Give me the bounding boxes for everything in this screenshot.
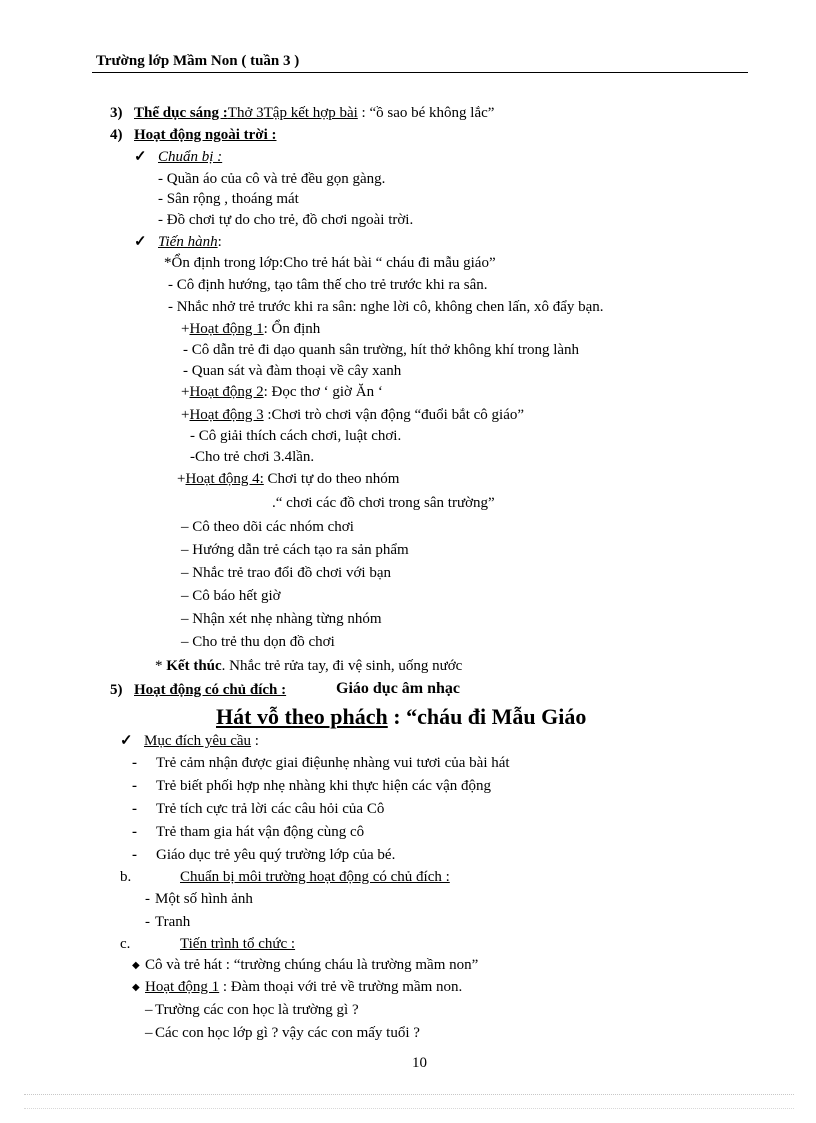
section-5-label: Hoạt động có chủ đích : (134, 682, 287, 698)
prep-label: Chuẩn bị : (158, 149, 223, 165)
section-3-number: 3) (110, 105, 123, 121)
activity-3-line: -Cho trẻ chơi 3.4lần. (190, 449, 315, 465)
proc-check-icon: ✓ (134, 234, 147, 250)
prep-item: - Sân rộng , thoáng mát (158, 191, 299, 207)
activity-4-list-item: – Nhắc trẻ trao đổi đồ chơi với bạn (181, 565, 391, 581)
activity-3-text: :Chơi trò chơi vận động “đuổi bắt cô giáo” (263, 407, 525, 423)
activity-3-line: - Cô giải thích cách chơi, luật chơi. (190, 428, 402, 444)
activity-3-label: Hoạt động 3 (189, 407, 264, 423)
section-4-number: 4) (110, 127, 123, 143)
section-5-subject: Giáo dục âm nhạc (336, 680, 461, 697)
activity-4-list-item: – Hướng dẫn trẻ cách tạo ra sản phẩm (181, 542, 409, 558)
plus-mark: + (177, 471, 186, 487)
page-number: 10 (412, 1055, 427, 1071)
section-b-letter: b. (120, 869, 132, 885)
process-activity-1 (145, 978, 462, 996)
plus-mark: + (181, 384, 190, 400)
proc-dash-1: - Cô định hướng, tạo tâm thế cho trẻ trước khi ra sân. (168, 277, 488, 293)
activity-4-list-item: – Cô báo hết giờ (181, 588, 281, 604)
activity-1-heading (181, 320, 320, 338)
activity-4-quote: .“ chơi các đồ chơi trong sân trường” (272, 495, 495, 511)
section-b-label: Chuẩn bị môi trường hoạt động có chủ đích : (180, 869, 450, 885)
activity-4-list-item: – Cô theo dõi các nhóm chơi (181, 519, 354, 535)
section-5-number: 5) (110, 682, 123, 698)
prep-material: Tranh (155, 914, 191, 930)
section-4-label: Hoạt động ngoài trời : (134, 127, 277, 143)
activity-4-list-item: – Nhận xét nhẹ nhàng từng nhóm (181, 611, 382, 627)
lesson-title (216, 704, 586, 730)
end-text: . Nhắc trẻ rửa tay, đi vệ sinh, uống nước (221, 658, 463, 674)
activity-2-heading (181, 383, 383, 401)
header-rule (92, 72, 748, 73)
question: Các con học lớp gì ? vậy các con mấy tuổi ? (155, 1025, 420, 1041)
section-3-label: Thể dục sáng : (134, 105, 228, 121)
prep-material-dash: - (145, 891, 150, 907)
activity-1-text: : Ổn định (263, 321, 321, 337)
prep-material: Một số hình ảnh (155, 891, 253, 907)
activity-4-heading (177, 470, 399, 488)
goal-dash: - (132, 755, 137, 771)
proc-dash-2: - Nhắc nhở trẻ trước khi ra sân: nghe lời cô, không chen lấn, xô đẩy bạn. (168, 299, 604, 315)
activity-1-label: Hoạt động 1 (189, 321, 264, 337)
footer-dotted-rule (24, 1094, 794, 1095)
proc-label: Tiến hành (158, 234, 218, 250)
goal-dash: - (132, 801, 137, 817)
end-label: Kết thúc (162, 658, 222, 674)
activity-4-label: Hoạt động 4: (185, 471, 264, 487)
lesson-title-main: Hát vỗ theo phách (216, 704, 388, 729)
goals-check-icon: ✓ (120, 733, 133, 749)
lesson-title-rest: : “cháu đi Mẫu Giáo (387, 704, 587, 729)
section-3-line (134, 104, 494, 122)
prep-item: - Đồ chơi tự do cho trẻ, đồ chơi ngoài trời. (158, 212, 414, 228)
footer-dotted-rule (24, 1108, 794, 1109)
question-dash: – (145, 1002, 153, 1018)
section-c-letter: c. (120, 936, 131, 952)
activity-3-heading (181, 406, 524, 424)
goals-label: Mục đích yêu cầu (144, 733, 252, 749)
goals-colon: : (251, 733, 259, 749)
activity-1-line: - Cô dẫn trẻ đi dạo quanh sân trường, hít thở không khí trong lành (183, 342, 580, 358)
process-line: Cô và trẻ hát : “trường chúng cháu là trường mầm non” (145, 957, 479, 973)
end-line (155, 657, 462, 675)
goal-item: Trẻ cảm nhận được giai điệunhẹ nhàng vui tươi của bài hát (156, 755, 510, 771)
prep-check-icon: ✓ (134, 149, 147, 165)
goal-dash: - (132, 778, 137, 794)
goal-item: Trẻ tích cực trả lời các câu hỏi của Cô (156, 801, 385, 817)
page-header-title: Trường lớp Mầm Non ( tuần 3 ) (96, 53, 300, 69)
activity-2-label: Hoạt động 2 (189, 384, 264, 400)
section-3-text-a: Thở 3 (227, 105, 264, 121)
process-activity-1-label: Hoạt động 1 (145, 979, 220, 995)
prep-item: - Quần áo của cô và trẻ đều gọn gàng. (158, 171, 386, 187)
activity-4-text: Chơi tự do theo nhóm (263, 471, 400, 487)
section-c-label: Tiến trình tổ chức : (180, 936, 296, 952)
proc-heading (158, 233, 222, 251)
goals-heading (144, 732, 259, 750)
question-dash: – (145, 1025, 153, 1041)
plus-mark: + (181, 321, 190, 337)
section-3-text-b: Tập kết hợp bài (263, 105, 358, 121)
goal-item: Giáo dục trẻ yêu quý trường lớp của bé. (156, 847, 396, 863)
prep-material-dash: - (145, 914, 150, 930)
goal-dash: - (132, 847, 137, 863)
goal-dash: - (132, 824, 137, 840)
diamond-bullet-icon: ◆ (132, 960, 140, 971)
proc-colon: : (217, 234, 222, 250)
diamond-bullet-icon: ◆ (132, 982, 140, 993)
section-3-text-c: : “ồ sao bé không lắc” (357, 105, 495, 121)
goal-item: Trẻ tham gia hát vận động cùng cô (156, 824, 365, 840)
goal-item: Trẻ biết phối hợp nhẹ nhàng khi thực hiện các vận động (156, 778, 492, 794)
activity-2-text: : Đọc thơ ‘ giờ Ăn ‘ (263, 384, 383, 400)
proc-intro: *Ổn định trong lớp:Cho trẻ hát bài “ cháu đi mẫu giáo” (164, 255, 496, 271)
process-activity-1-text: : Đàm thoại với trẻ về trường mầm non. (219, 979, 463, 995)
activity-4-list-item: – Cho trẻ thu dọn đồ chơi (181, 634, 335, 650)
activity-1-line: - Quan sát và đàm thoại về cây xanh (183, 363, 402, 379)
plus-mark: + (181, 407, 190, 423)
question: Trường các con học là trường gì ? (155, 1002, 359, 1018)
end-star: * (155, 658, 163, 674)
